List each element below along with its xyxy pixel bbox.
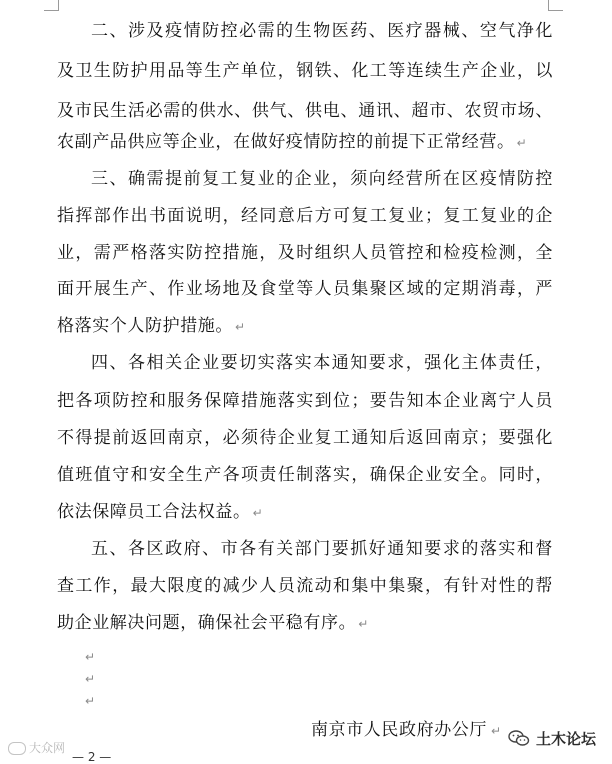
text-line: 依法保障员工合法权益。	[57, 502, 251, 522]
paragraph-mark: ↵	[491, 724, 502, 738]
text-line: 查工作，最大限度的减少人员流动和集中集聚，有针对性的帮	[57, 576, 553, 596]
paragraph-mark: ↵	[252, 506, 263, 520]
text-line: 二、涉及疫情防控必需的生物医药、医疗器械、空气净化	[91, 21, 553, 41]
empty-paragraph-mark: ↵	[85, 650, 96, 664]
text-line: 不得提前返回南京，必须待企业复工通知后返回南京；要强化	[57, 428, 553, 448]
text-line: 四、各相关企业要切实落实本通知要求，强化主体责任，	[91, 353, 553, 373]
text-line: 农副产品供应等企业，在做好疫情防控的前提下正常经营。	[57, 132, 515, 152]
source-watermark	[8, 739, 65, 756]
empty-paragraph-mark: ↵	[85, 694, 96, 708]
text-line: 值班值守和安全生产各项责任制落实，确保企业安全。同时，	[57, 465, 553, 485]
account-name: 土木论坛	[536, 729, 597, 748]
text-line-last	[57, 309, 553, 343]
chat-bubble-icon	[8, 742, 26, 755]
text-line-last	[57, 125, 553, 159]
text-line: 五、各区政府、市各有关部门要抓好通知要求的落实和督	[91, 539, 553, 559]
page-number: — 2 —	[72, 750, 112, 764]
crop-mark-right	[548, 0, 563, 11]
text-line: 格落实个人防护措施。	[57, 316, 233, 336]
signature-text: 南京市人民政府办公厅	[311, 720, 487, 740]
paragraph-mark: ↵	[235, 320, 246, 334]
empty-paragraph-mark: ↵	[85, 672, 96, 686]
text-line: 及卫生防护用品等生产单位，钢铁、化工等连续生产企业，以	[57, 61, 553, 81]
text-line: 及市民生活必需的供水、供气、供电、通讯、超市、农贸市场、	[57, 101, 553, 121]
paragraph-mark: ↵	[516, 136, 527, 150]
source-watermark-text: 大众网	[29, 741, 66, 755]
wechat-icon	[508, 729, 530, 747]
text-line: 业，需严格落实防控措施，及时组织人员管控和检疫检测，全	[57, 243, 553, 263]
paragraph-mark: ↵	[358, 617, 369, 631]
text-line: 面开展生产、作业场地及食堂等人员集聚区域的定期消毒，严	[57, 279, 553, 299]
text-line: 助企业解决问题，确保社会平稳有序。	[57, 613, 357, 633]
text-line-last	[57, 495, 553, 529]
text-line: 三、确需提前复工复业的企业，须向经营所在区疫情防控	[91, 169, 553, 189]
text-line: 指挥部作出书面说明，经同意后方可复工复业；复工复业的企	[57, 206, 553, 226]
text-line: 把各项防控和服务保障措施落实到位；要告知本企业离宁人员	[57, 391, 553, 411]
wechat-account-watermark	[508, 724, 596, 752]
text-line-last	[57, 606, 553, 640]
signature	[311, 715, 501, 740]
crop-mark-left	[44, 0, 59, 11]
